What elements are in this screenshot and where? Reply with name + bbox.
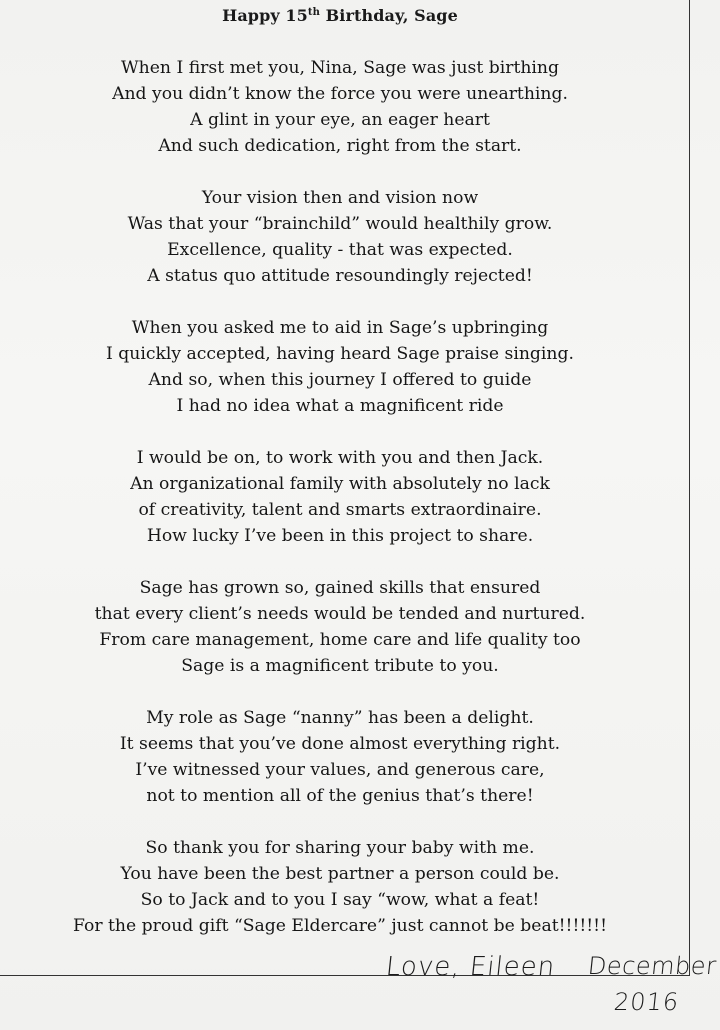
signature-month: December [586,952,718,980]
poem-line: And such dedication, right from the start. [158,136,522,156]
stanza-1 [0,55,680,159]
stanza-2 [0,185,680,289]
poem-title [0,6,680,25]
poem-line: Your vision then and vision now [201,188,479,208]
poem-line: Was that your “brainchild” would healthily grow. [127,214,553,234]
poem-line: For the proud gift “Sage Eldercare” just cannot be beat!!!!!!! [73,916,607,936]
poem-line: And so, when this journey I offered to guide [148,370,532,390]
poem-line: My role as Sage “nanny” has been a delight. [146,708,534,728]
poem-body [0,55,680,965]
signature-closing: Love, Eileen [384,952,557,982]
poem-line: Excellence, quality - that was expected. [167,240,513,260]
stanza-6 [0,705,680,809]
signature-year: 2016 [612,988,681,1016]
poem-line: When I first met you, Nina, Sage was just birthing [121,58,559,78]
poem-line: You have been the best partner a person could be. [120,864,560,884]
title-suffix: Birthday, Sage [320,6,458,25]
poem-line: An organizational family with absolutely no lack [130,474,550,494]
poem-line: When you asked me to aid in Sage’s upbringing [131,318,549,338]
poem-line: of creativity, talent and smarts extraordinaire. [138,500,542,520]
poem-line: A status quo attitude resoundingly rejected! [147,266,533,286]
stanza-3 [0,315,680,419]
poem-line: I quickly accepted, having heard Sage praise singing. [106,344,574,364]
poem-line: that every client’s needs would be tended and nurtured. [94,604,586,624]
title-prefix: Happy 15 [222,6,308,25]
stanza-5 [0,575,680,679]
stanza-4 [0,445,680,549]
poem-line: Sage is a magnificent tribute to you. [181,656,499,676]
poem-line: I had no idea what a magnificent ride [176,396,504,416]
poem-line: It seems that you’ve done almost everything right. [119,734,561,754]
poem-line: And you didn’t know the force you were unearthing. [112,84,568,104]
poem-line: I’ve witnessed your values, and generous care, [135,760,545,780]
poem-line: I would be on, to work with you and then Jack. [136,448,544,468]
stanza-7 [0,835,680,939]
title-superscript: th [307,7,320,18]
poem-line: A glint in your eye, an eager heart [190,110,490,130]
poem-line: So to Jack and to you I say “wow, what a feat! [140,890,540,910]
poem-line: How lucky I’ve been in this project to share. [146,526,534,546]
poem-line: not to mention all of the genius that’s there! [146,786,534,806]
poem-line: From care management, home care and life quality too [99,630,581,650]
poem-line: So thank you for sharing your baby with me. [145,838,535,858]
poem-line: Sage has grown so, gained skills that ensured [139,578,541,598]
